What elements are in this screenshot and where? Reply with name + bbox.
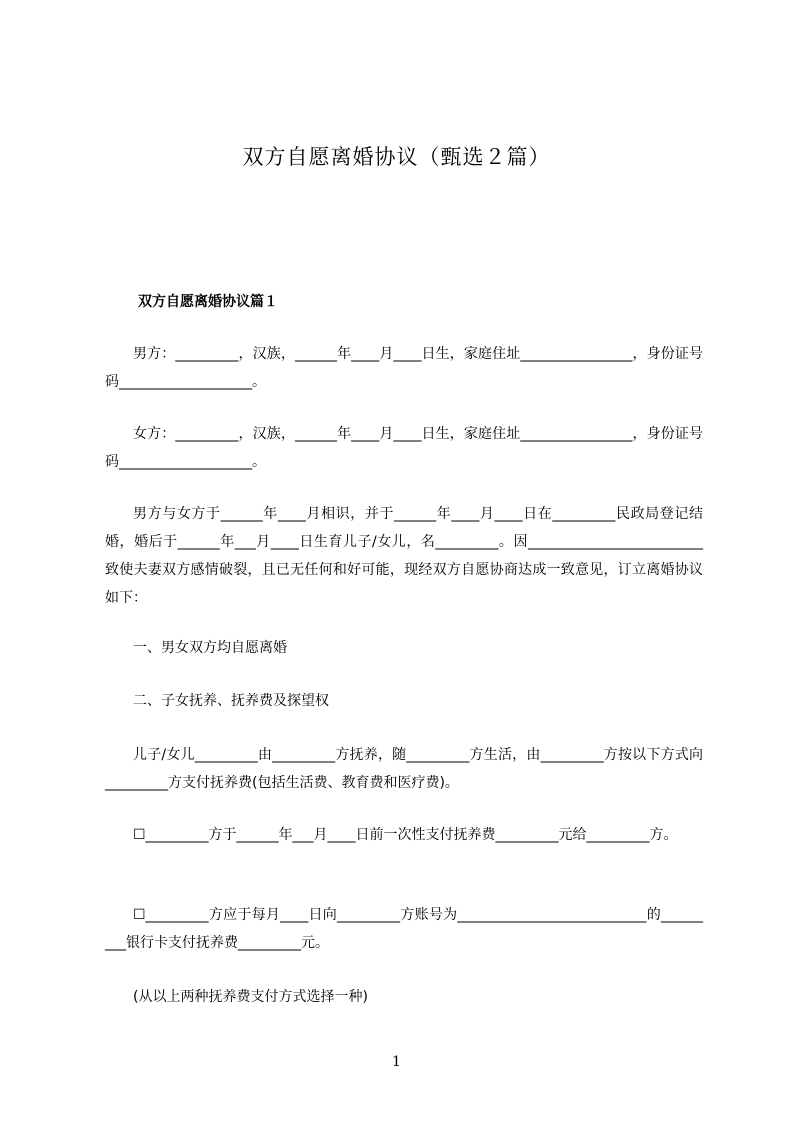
option-monthly-payment: ☐_________方应于每月____日向_________方账号为___________________________的_________银行卡支付抚养费_________元。 [105,907,703,951]
paragraph-child-custody: 儿子/女儿_________由_________方抚养，随_________方生活，由_________方按以下方式向_________方支付抚养费(包括生活费、教育费和医疗费)。 [105,747,703,791]
paragraph-wife-info: 女方：_________，汉族，______年____月____日生，家庭住址________________，身份证号码___________________。 [105,426,703,470]
paragraph-husband-info: 男方：_________，汉族，______年____月____日生，家庭住址________________，身份证号码___________________。 [105,346,703,390]
option-lump-sum-payment: ☐_________方于______年___月____日前一次性支付抚养费_________元给_________方。 [133,827,678,843]
paragraph-marriage-history: 男方与女方于______年____月相识，并于______年____月____日在_________民政局登记结婚，婚后于______年___月____日生育儿子/女儿，名_________。因_________________________致使夫妻双方感情破裂，且已无任何和好可能，现经双方自愿协商达成一致意见，订立离婚协议如下： [105,506,703,606]
clause-child-custody-heading: 二、子女抚养、抚养费及探望权 [133,693,329,709]
section-heading: 双方自愿离婚协议篇１ [138,294,278,310]
page-number: 1 [392,1054,401,1070]
payment-choice-note: (从以上两种抚养费支付方式选择一种) [133,989,368,1005]
document-title: 双方自愿离婚协议（甄选２篇） [242,145,551,169]
clause-voluntary-divorce: 一、男女双方均自愿离婚 [133,640,287,656]
